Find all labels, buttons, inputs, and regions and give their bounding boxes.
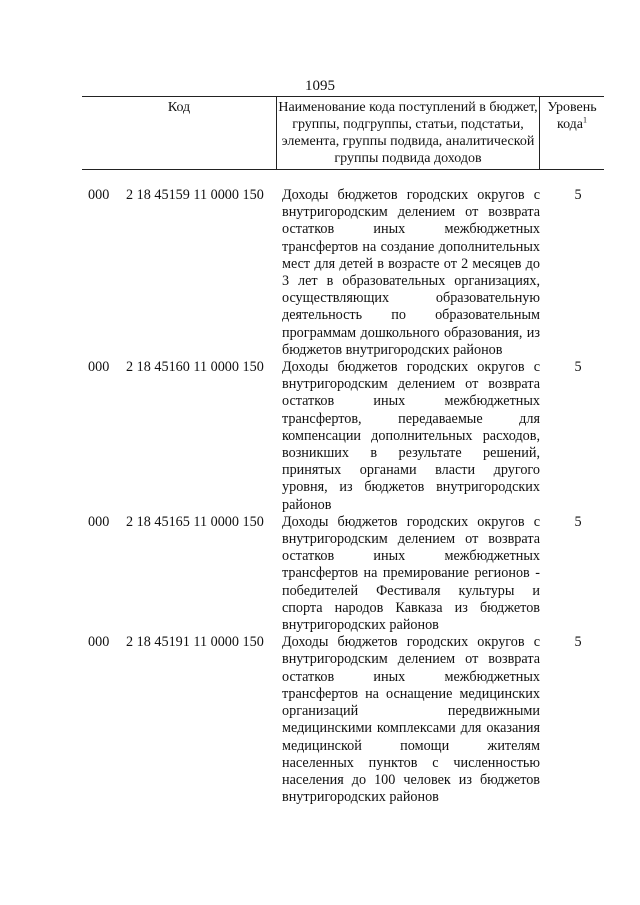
table-header [82,96,604,170]
row-name: Доходы бюджетов городских округов с внутригородским делением от возврата остатков иных межбюджетных трансфертов, передаваемые для компенсации дополнительных расходов, возникших в результате решений, принятых органами власти другого уровня, из бюджетов внутригородских районов [282,359,540,513]
table-row [82,634,604,806]
row-level: 5 [574,513,582,530]
header-code: Код [82,97,277,169]
table-row [82,514,604,634]
table-row [82,359,604,514]
row-code: 2 18 45160 11 0000 150 [126,359,264,376]
row-name: Доходы бюджетов городских округов с внутригородским делением от возврата остатков иных межбюджетных трансфертов на премирование регионов - победителей Фестиваля культуры и спорта народов Кавказа из бюджетов внутригородских районов [282,513,540,634]
row-level: 5 [574,187,582,203]
row-admin-code: 000 [88,359,110,376]
table-row [82,187,604,359]
row-name: Доходы бюджетов городских округов с внутригородским делением от возврата остатков иных межбюджетных трансфертов на оснащение медицинских организаций передвижными медицинскими комплексами для оказания медицинской помощи жителям населенных пунктов с численностью населения до 100 человек из бюджетов внутригородских районов [282,634,540,806]
header-level-footnote: а [576,117,584,132]
table-body [82,187,604,806]
row-admin-code: 000 [88,187,110,203]
header-level-label: Уровень код [547,100,597,132]
row-code: 2 18 45165 11 0000 150 [126,513,264,530]
row-admin-code: 000 [88,634,110,651]
header-name: Наименование кода поступлений в бюджет, группы, подгруппы, статьи, подстатьи, элемента, группы подвида, аналитической группы подвида доходов [277,97,540,169]
header-level [540,97,604,169]
header-level-sup: 1 [583,115,588,125]
row-level: 5 [574,359,582,376]
row-code: 2 18 45159 11 0000 150 [126,187,264,203]
page-number: 1095 [305,78,335,94]
row-admin-code: 000 [88,513,110,530]
row-level: 5 [574,634,582,651]
row-name: Доходы бюджетов городских округов с внутригородским делением от возврата остатков иных межбюджетных трансфертов на создание дополнительных мест для детей в возрасте от 2 месяцев до 3 лет в образовательных организациях, осуществляющих образовательную деятельность по образовательным программам дошкольного образования, из бюджетов внутригородских районов [282,187,540,358]
row-code: 2 18 45191 11 0000 150 [126,634,264,651]
